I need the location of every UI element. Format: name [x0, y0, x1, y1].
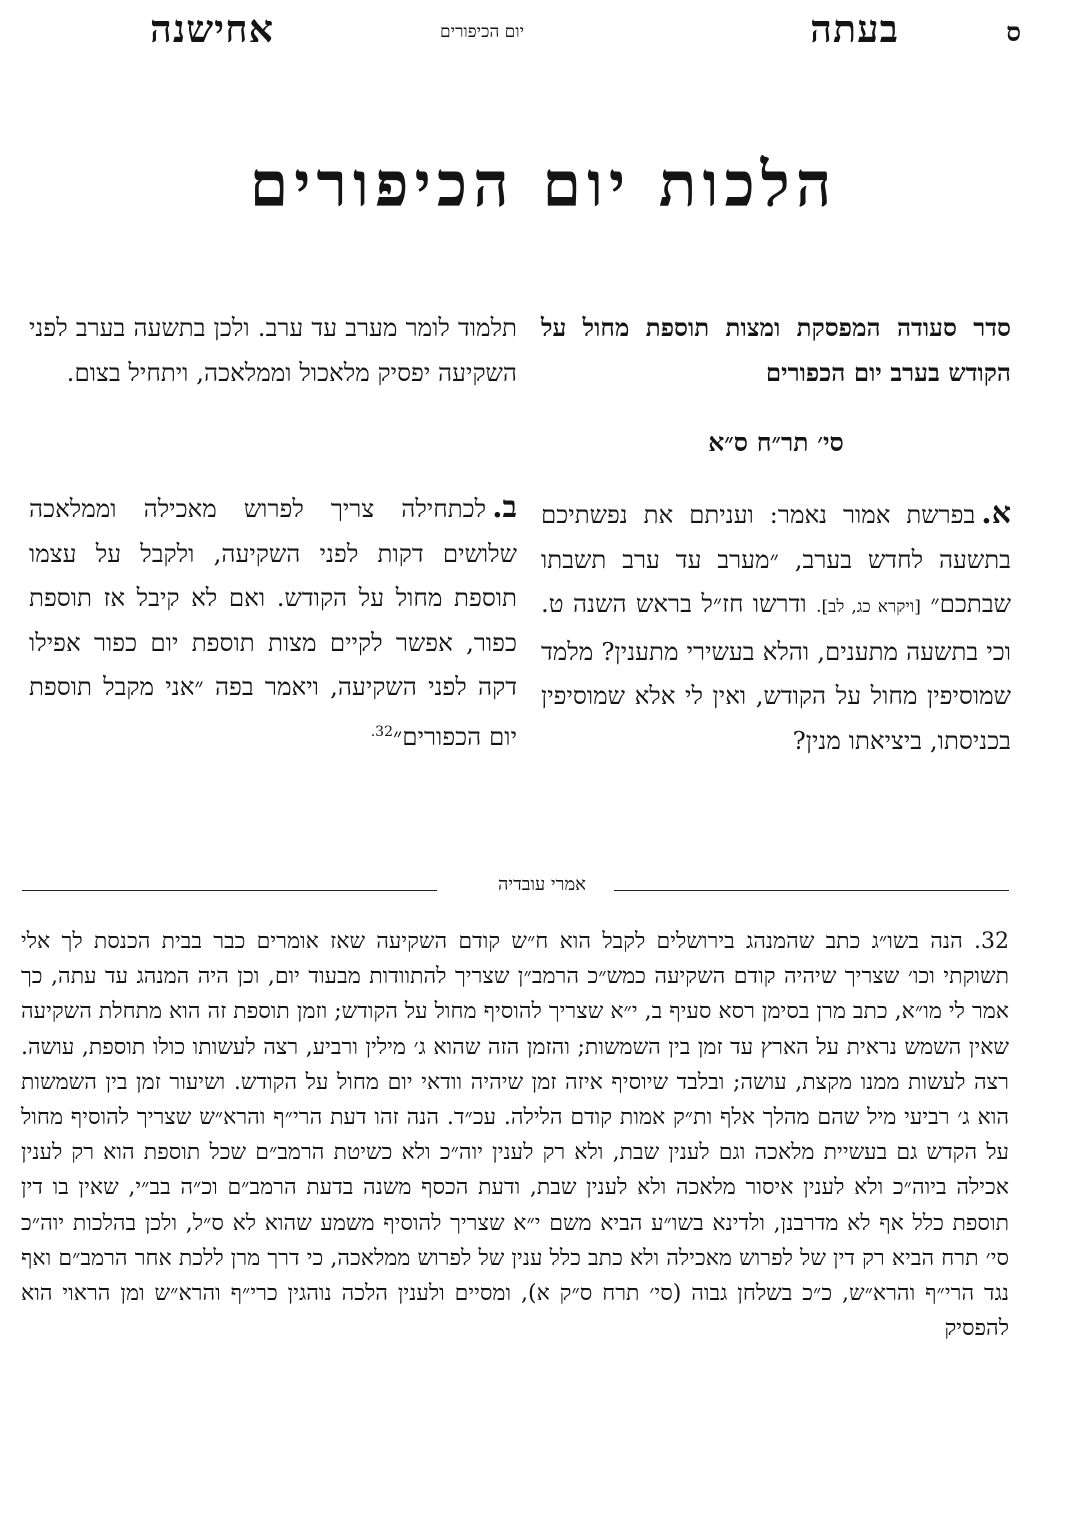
paragraph-a-citation: [ויקרא כג, לב]. — [816, 597, 921, 617]
running-head-right-word: בעתה — [810, 6, 899, 51]
paragraph-b-text: לכתחילה צריך לפרוש מאכילה וממלאכה שלושים דקות לפני השקיעה, ולקבל על עצמו תוספת מחול על הקודש. ואם לא קיבל אז תוספת כפור, אפשר לקיים מצות תוספת יום כפור אפילו דקה לפני השקיעה, ויאמר בפה ״אני מקבל תוספת יום הכפורים״ — [29, 494, 517, 751]
footnote-text: הנה בשו״ג כתב שהמנהג בירושלים לקבל הוא ח״ש קודם השקיעה שאז אומרים כבר בבית הכנסת לך אלי תשוקתי וכו׳ שצריך שיהיה קודם השקיעה כמש״כ הרמב״ן שצריך להתוודות מבעוד יום, וכן היה המנהג עד עתה, כך אמר לי מו״א, כתב מרן בסימן רסא סעיף ב, י״א שצריך להוסיף מחול על הקודש; וזמן תוספת זה הוא מתחלת השקיעה שאין השמש נראית על הארץ עד זמן בין השמשות; והזמן הזה שהוא ג׳ מילין ורביע, רצה לעשותו כולו תוספת, עושה. רצה לעשות ממנו מקצת, עושה; ובלבד שיוסיף איזה זמן שיהיה וודאי יום מחול על הקודש. ושיעור זמן בין השמשות הוא ג׳ רביעי מיל שהם מהלך אלף ות״ק אמות קודם הלילה. עכ״ד. הנה זהו דעת הרי״ף והרא״ש שצריך להוסיף מחול על הקדש גם בעשיית מלאכה וגם לענין שבת, ולא רק לענין יוה״כ ולא כשיטת הרמב״ם שכל תוספת הוא רק לענין אכילה ביוה״כ ולא לענין איסור מלאכה ולא לענין שבת, ודעת הכסף משנה בדעת הרמב״ם וכ״ה בב״י, שאין בו דין תוספת כלל אף לא מדרבנן, ולדינא בשו״ע הביא משם י״א שצריך להוסיף משמע שהוא לא ס״ל, ולכן בהלכות יוה״כ סי׳ תרח הביא רק דין של לפרוש מאכילה ולא כתב כלל ענין של לפרוש ממלאכה, כי דרך מרן ללכת אחר הרמב״ם ואף נגד הרי״ף והרא״ש, כ״כ בשלחן גבוה (סי׳ תרח ס״ק א), ומסיים ולענין הלכה נוהגין כרי״ף והרא״ש ומן הראוי הוא להפסיק — [21, 929, 1009, 1342]
paragraph-a-text-1: בפרשת אמור נאמר: ועניתם את נפשתיכם בתשעה לחדש בערב, ״מערב עד ערב תשבתו שבתכם״ — [541, 500, 1011, 618]
running-head-page-letter: ס — [1006, 18, 1021, 48]
running-head-left-word: אחישנה — [150, 6, 274, 51]
paragraph-b — [29, 486, 517, 759]
siman-reference: סי׳ תר״ח ס״א — [708, 428, 844, 457]
paragraph-letter-b: ב. — [492, 490, 517, 525]
footnote-32 — [21, 924, 1009, 1346]
footnotes-header: אמרי עובדיה — [498, 874, 586, 895]
section-heading: סדר סעודה המפסקת ומצות תוספת מחול על הקודש בערב יום הכפורים — [541, 313, 1011, 387]
paragraph-a — [541, 492, 1011, 763]
footnotes-divider — [22, 872, 1009, 896]
paragraph-letter-a: א. — [981, 496, 1011, 531]
divider-line-right — [614, 890, 1009, 891]
page-title: הלכות יום הכיפורים — [249, 148, 838, 221]
running-head-center-title: יום הכיפורים — [440, 22, 525, 42]
divider-line-left — [22, 890, 437, 891]
footnote-reference[interactable]: 32. — [370, 723, 393, 740]
footnote-number: 32. — [974, 929, 1010, 954]
paragraph-a-text-2: ודרשו חז״ל בראש השנה ט. וכי בתשעה מתענים, והלא בעשירי מתענין? מלמד שמוסיפין מחול על הקודש, ואין לי אלא שמוסיפין בכניסתו, ביציאתו מנין? — [541, 589, 1011, 755]
paragraph-a-continuation: תלמוד לומר מערב עד ערב. ולכן בתשעה בערב לפני השקיעה יפסיק מלאכול וממלאכה, ויתחיל בצום. — [29, 313, 517, 387]
